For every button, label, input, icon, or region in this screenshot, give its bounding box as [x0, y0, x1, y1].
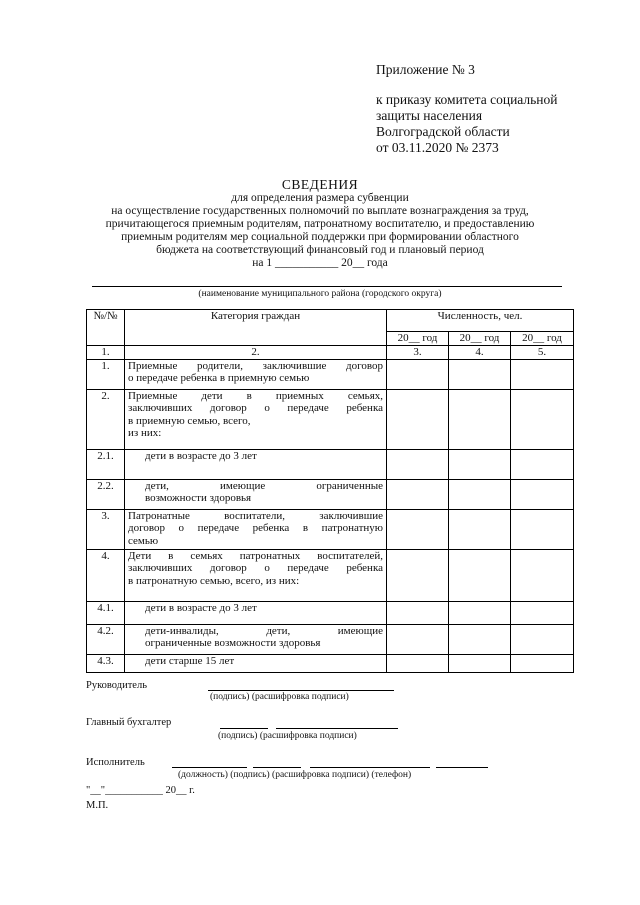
appendix-committee-line: защиты населения — [376, 108, 483, 123]
subtitle-line: причитающегося приемным родителям, патронатному воспитателю, и предоставлению — [105, 218, 535, 230]
subtitle-line: для определения размера субвенции — [231, 192, 409, 204]
table-row — [87, 359, 574, 389]
category-line: заключивших договор о передаче ребенка — [128, 402, 383, 414]
row-number: 2.2. — [87, 479, 125, 509]
category-line: Дети в семьях патронатных воспитателей, — [128, 549, 383, 562]
head-caption: (подпись) (расшифровка подписи) — [210, 692, 349, 702]
value-cell[interactable] — [511, 449, 574, 479]
head-label: Руководитель — [86, 680, 147, 691]
head-signature-line[interactable] — [208, 690, 394, 691]
row-category — [125, 359, 387, 389]
row-category — [125, 601, 387, 624]
executor-label: Исполнитель — [86, 757, 145, 768]
category-line: дети-инвалиды, дети, имеющие — [145, 624, 383, 637]
row-category — [125, 624, 387, 654]
category-line: договор о передаче ребенка в патронатную — [128, 522, 383, 534]
index-cell: 5. — [511, 346, 574, 360]
value-cell[interactable] — [449, 549, 511, 601]
category-line: о передаче ребенка в приемную семью — [128, 372, 310, 384]
value-cell[interactable] — [449, 509, 511, 549]
table-row — [87, 601, 574, 624]
appendix-block — [376, 62, 558, 156]
category-line: из них: — [128, 427, 162, 439]
table-row — [87, 624, 574, 654]
category-line: Приемные дети в приемных семьях, — [128, 389, 383, 402]
row-number: 4. — [87, 549, 125, 601]
document-subtitle — [0, 192, 640, 270]
executor-caption: (должность) (подпись) (расшифровка подписи) (телефон) — [178, 770, 412, 780]
value-cell[interactable] — [449, 359, 511, 389]
row-category — [125, 389, 387, 449]
table-row — [87, 449, 574, 479]
value-cell[interactable] — [511, 509, 574, 549]
row-number: 4.1. — [87, 601, 125, 624]
date-line: "__"___________ 20__ г. — [86, 785, 195, 796]
region-caption: (наименование муниципального района (городского округа) — [198, 289, 442, 299]
data-table — [86, 309, 574, 673]
value-cell[interactable] — [511, 549, 574, 601]
header-year: 20__ год — [387, 332, 449, 346]
value-cell[interactable] — [449, 601, 511, 624]
category-line: дети, имеющие ограниченные — [145, 479, 383, 492]
value-cell[interactable] — [511, 654, 574, 672]
index-cell: 2. — [125, 346, 387, 360]
accountant-signature-line[interactable] — [220, 728, 268, 729]
value-cell[interactable] — [511, 601, 574, 624]
value-cell[interactable] — [449, 479, 511, 509]
index-cell: 1. — [87, 346, 125, 360]
category-line: Приемные родители, заключившие договор — [128, 359, 383, 372]
index-cell: 4. — [449, 346, 511, 360]
category-line: Патронатные воспитатели, заключившие — [128, 509, 383, 522]
table-row — [87, 509, 574, 549]
row-category — [125, 549, 387, 601]
row-category — [125, 449, 387, 479]
value-cell[interactable] — [511, 359, 574, 389]
row-number: 4.3. — [87, 654, 125, 672]
value-cell[interactable] — [449, 654, 511, 672]
accountant-label: Главный бухгалтер — [86, 717, 172, 728]
row-number: 3. — [87, 509, 125, 549]
accountant-caption: (подпись) (расшифровка подписи) — [218, 731, 357, 741]
category-line: дети в возрасте до 3 лет — [145, 449, 257, 462]
header-count: Численность, чел. — [387, 310, 574, 332]
subtitle-line: приемным родителям мер социальной поддержки при формировании областного — [121, 231, 519, 243]
table-row — [87, 479, 574, 509]
value-cell[interactable] — [387, 509, 449, 549]
appendix-title: Приложение № 3 — [376, 62, 475, 77]
value-cell[interactable] — [511, 389, 574, 449]
row-number: 2. — [87, 389, 125, 449]
document-title: СВЕДЕНИЯ — [281, 177, 359, 192]
value-cell[interactable] — [449, 449, 511, 479]
category-line: семью — [128, 534, 159, 547]
table-row — [87, 549, 574, 601]
appendix-order-line: к приказу комитета социальной — [376, 92, 558, 107]
subtitle-line: на осуществление государственных полномочий по выплате вознаграждения за труд, — [111, 205, 529, 217]
executor-phone-line[interactable] — [436, 767, 488, 768]
subtitle-line: бюджета на соответствующий финансовый год и плановый период — [156, 244, 484, 256]
category-line: в приемную семью, всего, — [128, 414, 251, 427]
row-number: 1. — [87, 359, 125, 389]
appendix-region-line: Волгоградской области — [376, 124, 510, 139]
category-line: возможности здоровья — [145, 492, 252, 504]
region-name-line — [92, 286, 562, 287]
value-cell[interactable] — [511, 624, 574, 654]
value-cell[interactable] — [387, 359, 449, 389]
value-cell[interactable] — [449, 389, 511, 449]
row-category — [125, 654, 387, 672]
value-cell[interactable] — [387, 549, 449, 601]
value-cell[interactable] — [387, 449, 449, 479]
value-cell[interactable] — [387, 389, 449, 449]
table-row — [87, 389, 574, 449]
row-category — [125, 479, 387, 509]
value-cell[interactable] — [449, 624, 511, 654]
stamp-label: М.П. — [86, 800, 109, 811]
header-category: Категория граждан — [125, 310, 387, 346]
executor-position-line[interactable] — [172, 767, 247, 768]
value-cell[interactable] — [387, 624, 449, 654]
category-line: дети в возрасте до 3 лет — [145, 601, 257, 614]
table-row — [87, 654, 574, 672]
category-line: дети старше 15 лет — [145, 654, 235, 667]
header-year: 20__ год — [449, 332, 511, 346]
value-cell[interactable] — [387, 601, 449, 624]
header-year: 20__ год — [511, 332, 574, 346]
header-num: №/№ — [87, 310, 125, 346]
category-line: заключивших договор о передаче ребенка — [128, 562, 383, 574]
appendix-date-line: от 03.11.2020 № 2373 — [376, 140, 499, 155]
value-cell[interactable] — [511, 479, 574, 509]
category-line: ограниченные возможности здоровья — [145, 637, 321, 649]
value-cell[interactable] — [387, 479, 449, 509]
value-cell[interactable] — [387, 654, 449, 672]
category-line: в патронатную семью, всего, из них: — [128, 574, 300, 587]
accountant-name-line[interactable] — [276, 728, 398, 729]
subtitle-date-line: на 1 ___________ 20__ года — [252, 257, 388, 269]
index-cell: 3. — [387, 346, 449, 360]
executor-signature-line[interactable] — [253, 767, 301, 768]
executor-name-line[interactable] — [310, 767, 430, 768]
row-category — [125, 509, 387, 549]
row-number: 4.2. — [87, 624, 125, 654]
row-number: 2.1. — [87, 449, 125, 479]
